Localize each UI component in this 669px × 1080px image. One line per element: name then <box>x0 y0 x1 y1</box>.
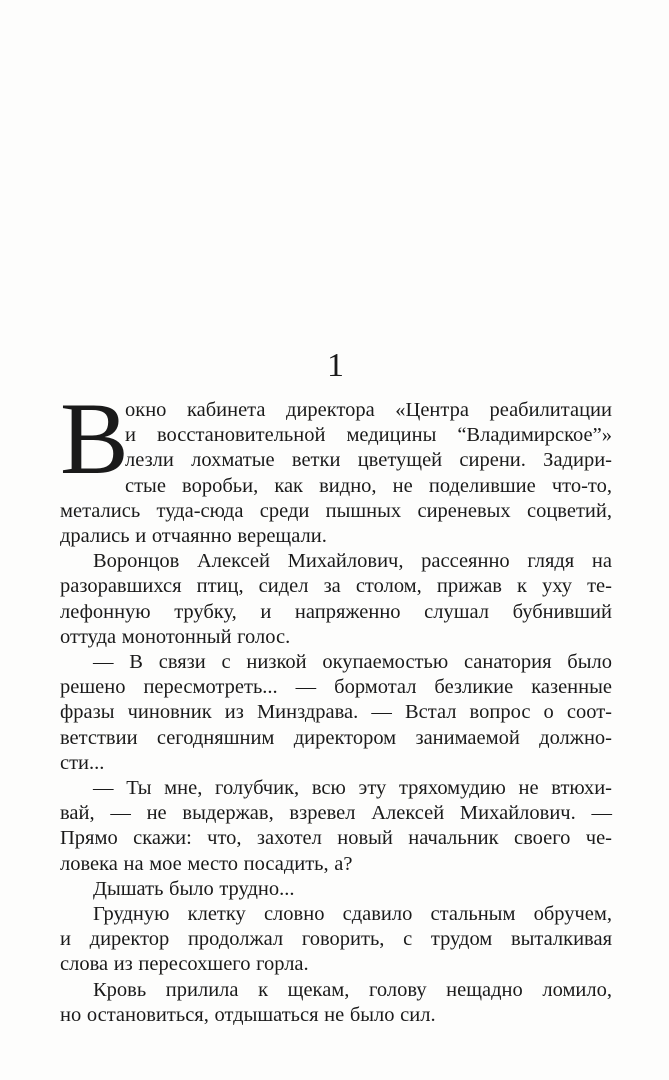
text-line: оттуда монотонный голос. <box>60 625 291 648</box>
text-line: метались туда-сюда среди пышных сиреневых соцветий, <box>60 499 612 522</box>
text-line: окно кабинета директора «Центра реабилитации <box>125 399 612 421</box>
paragraph <box>60 776 612 877</box>
paragraph <box>60 978 612 1028</box>
text-line: разоравшихся птиц, сидел за столом, прижав к уху те- <box>60 575 612 598</box>
text-line: стые воробьи, как видно, не поделившие что-то, <box>125 474 612 497</box>
text-line: — Ты мне, голубчик, всю эту тряхомудию не втюхи- <box>93 777 612 800</box>
text-line: лефонную трубку, и напряженно слушал бубнивший <box>60 600 612 623</box>
text-line: вай, — не выдержав, взревел Алексей Михайлович. — <box>60 802 612 825</box>
text-line: дрались и отчаянно верещали. <box>60 525 327 548</box>
chapter-number: 1 <box>327 347 345 384</box>
paragraph <box>60 902 612 978</box>
paragraph <box>60 650 612 776</box>
paragraph <box>60 877 612 902</box>
text-line: слова из пересохшего горла. <box>60 953 309 976</box>
text-line: Прямо скажи: что, захотел новый начальник своего че- <box>60 827 612 850</box>
text-line: ветствии сегодняшним директором занимаемой должно- <box>60 726 612 749</box>
drop-cap-letter: В <box>60 382 129 496</box>
text-line: Грудную клетку словно сдавило стальным обручем, <box>93 903 612 926</box>
text-line: и директор продолжал говорить, с трудом выталкивая <box>60 928 612 951</box>
text-line: сти... <box>60 751 105 774</box>
text-line: — В связи с низкой окупаемостью санатория было <box>93 651 612 674</box>
text-line: фразы чиновник из Минздрава. — Встал вопрос о соот- <box>60 701 612 724</box>
text-line: но остановиться, отдышаться не было сил. <box>60 1003 436 1026</box>
text-line: Кровь прилила к щекам, голову нещадно ломило, <box>93 978 612 1001</box>
book-page <box>0 348 669 1080</box>
paragraph <box>60 382 612 549</box>
paragraph <box>60 549 612 650</box>
text-line: решено пересмотреть... — бормотал безликие казенные <box>60 676 612 699</box>
text-line: Воронцов Алексей Михайлович, рассеянно глядя на <box>93 550 612 573</box>
text-line: Дышать было трудно... <box>93 877 295 900</box>
text-line: ловека на мое место посадить, а? <box>60 852 353 875</box>
text-line: лезли лохматые ветки цветущей сирени. Задири- <box>125 449 612 472</box>
text-line: и восстановительной медицины “Владимирское”» <box>125 424 612 447</box>
text-block <box>60 382 612 1028</box>
